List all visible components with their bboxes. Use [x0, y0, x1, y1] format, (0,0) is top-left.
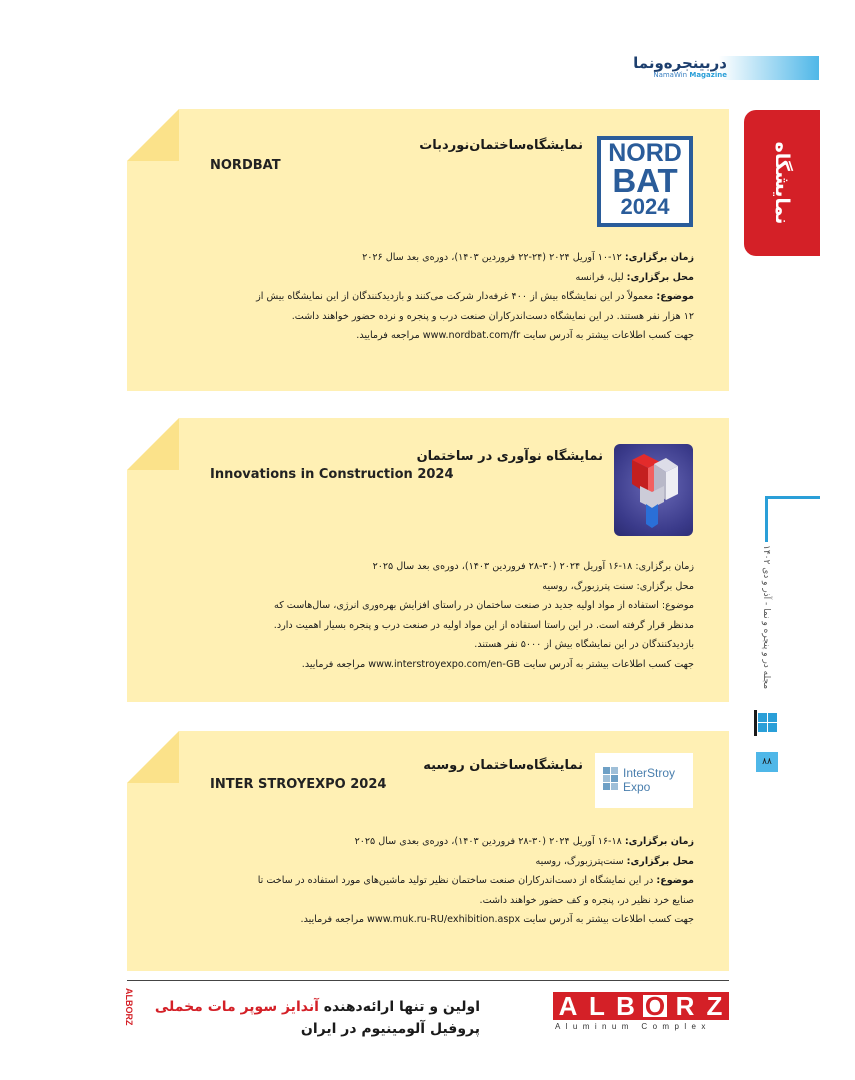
card-title-en: Innovations in Construction 2024: [210, 467, 454, 482]
card-line: صنایع خرد نظیر در، پنجره و کف حضور خواهند داشت.: [479, 894, 694, 906]
card-line: موضوع: استفاده از مواد اولیه جدید در صنعت ساختمان در راستای افزایش بهره‌وری انرژی، سال‌هاست که: [274, 600, 694, 611]
card-line: موضوع: در این نمایشگاه از دست‌اندرکاران صنعت ساختمان نظیر تولید ماشین‌های مورد استفاده در ساخت تا: [257, 875, 694, 886]
page-number: ۸۸: [756, 752, 778, 772]
exhibition-card-interstroy: [127, 731, 729, 971]
window-icon: [754, 710, 780, 736]
card-line: محل برگزاری: سنت پترزبورگ، روسیه: [542, 580, 694, 592]
card-fold: [127, 109, 179, 161]
exhibition-card-innovations: [127, 418, 729, 702]
card-body: [151, 248, 694, 346]
magazine-logo-fa: دربینجره‌ونما: [633, 54, 727, 72]
footer-divider: [127, 980, 729, 981]
side-divider-vertical: [765, 496, 768, 542]
card-line: جهت کسب اطلاعات بیشتر به آدرس سایت www.muk.ru-RU/exhibition.aspx مراجعه فرمایید.: [300, 914, 694, 925]
card-line: محل برگزاری: سنت‌پترزبورگ، روسیه: [535, 855, 694, 867]
card-line: جهت کسب اطلاعات بیشتر به آدرس سایت www.nordbat.com/fr مراجعه فرمایید.: [356, 330, 694, 341]
alborz-side-logo: ALBORZ: [124, 988, 134, 1026]
section-tab: [744, 110, 820, 256]
card-line: ۱۲ هزار نفر هستند. در این نمایشگاه دست‌اندرکاران صنعت درب و پنجره و نرده حضور خواهند داشت.: [291, 310, 694, 322]
exhibition-card-nordbat: [127, 109, 729, 391]
card-fold: [127, 418, 179, 470]
card-line: جهت کسب اطلاعات بیشتر به آدرس سایت www.interstroyexpo.com/en-GB مراجعه فرمایید.: [301, 658, 694, 670]
card-line: محل برگزاری: لیل، فرانسه: [575, 271, 694, 283]
card-body: [151, 832, 694, 930]
card-title-fa: نمایشگاه نوآوری در ساختمان: [416, 449, 603, 464]
interstroy-logo: InterStroy Expo: [595, 753, 693, 808]
nordbat-logo: NORD BAT 2024: [597, 136, 693, 227]
side-running-title: مجله در و پنجره و نما - آذر و دی ۱۴۰۲: [761, 545, 771, 690]
card-title-en: INTER STROYEXPO 2024: [210, 777, 387, 792]
side-divider-horizontal: [765, 496, 820, 499]
magazine-logo: [633, 54, 819, 82]
innovations-logo: [614, 444, 693, 536]
ad-slogan: اولین و تنها ارائه‌دهنده آندایز سوپر مات مخملی پروفیل آلومینیوم در ایران: [154, 999, 480, 1037]
card-fold: [127, 731, 179, 783]
card-line: زمان برگزاری: ۱۸-۱۶ آوریل ۲۰۲۴ (۳۰-۲۸ فروردین ۱۴۰۳)، دوره‌ی بعدی سال ۲۰۲۵: [354, 836, 694, 847]
card-line: بازدیدکنندگان در این نمایشگاه بیش از ۵۰۰۰ نفر هستند.: [474, 639, 694, 650]
section-tab-label: نمایشگاه: [771, 141, 793, 225]
card-title-fa: نمایشگاه‌ساختمان‌نوردبات: [419, 138, 583, 153]
card-line: زمان برگزاری: ۱۸-۱۶ آوریل ۲۰۲۴ (۳۰-۲۸ فروردین ۱۴۰۳)، دوره‌ی بعد سال ۲۰۲۵: [372, 561, 694, 572]
magazine-logo-en: NamaWin Magazine: [653, 71, 727, 79]
alborz-logo: A L B O R Z Aluminum Complex: [553, 992, 729, 1034]
card-line: مدنظر قرار گرفته است. در این راستا استفاده از این مواد اولیه در صنعت درب و پنجره بسیار اهمیت دارد.: [273, 619, 694, 631]
card-line: زمان برگزاری: ۱۲-۱۰ آوریل ۲۰۲۴ (۲۴-۲۲ فروردین ۱۴۰۳)، دوره‌ی بعد سال ۲۰۲۶: [362, 252, 694, 263]
card-title-fa: نمایشگاه‌ساختمان روسیه: [423, 758, 583, 773]
card-body: [151, 557, 694, 674]
card-line: موضوع: معمولاً در این نمایشگاه بیش از ۴۰۰ غرفه‌دار شرکت می‌کنند و بازدیدکنندگان از این نمایشگاه بیش از: [256, 291, 694, 302]
magazine-logo-bar: [719, 56, 819, 80]
card-title-en: NORDBAT: [210, 158, 281, 173]
